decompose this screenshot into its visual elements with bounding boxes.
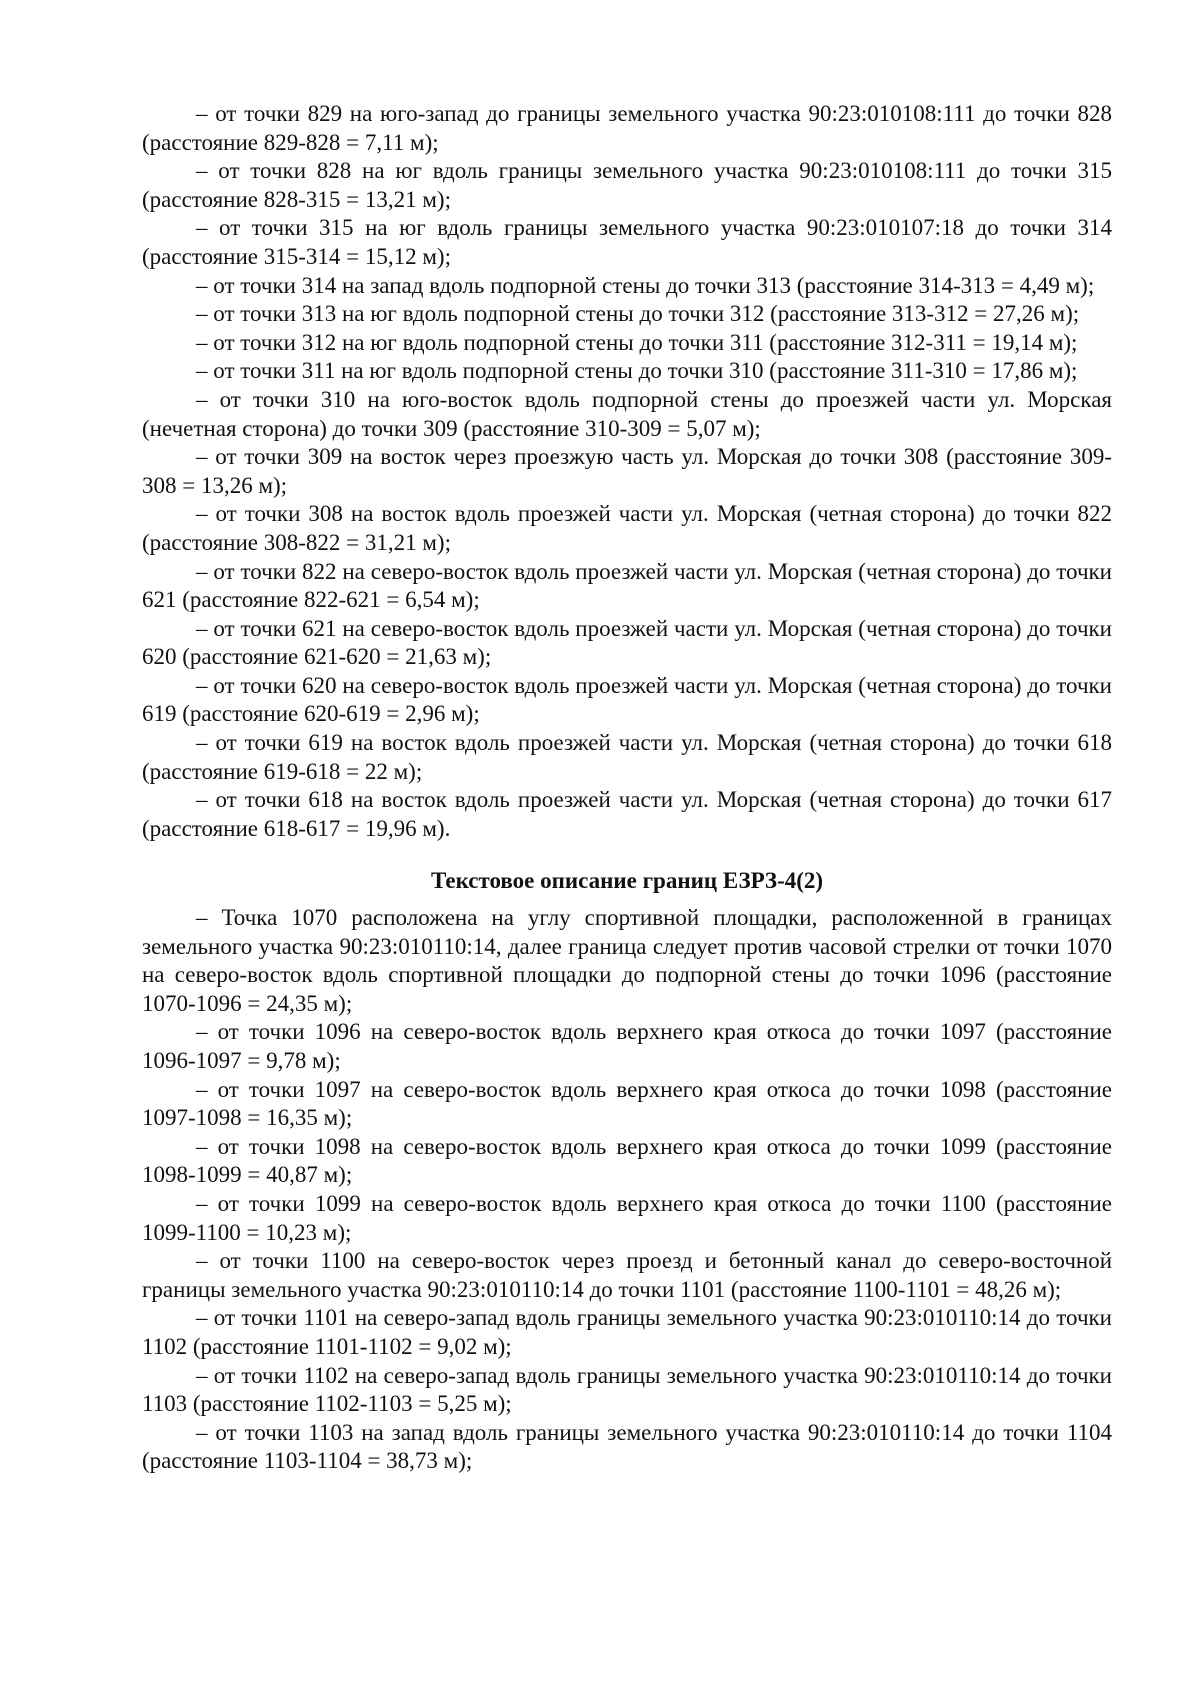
boundary-paragraph: – от точки 1097 на северо-восток вдоль верхнего края откоса до точки 1098 (расстояние 1097-1098 = 16,35 м);	[142, 1076, 1112, 1131]
boundary-paragraph: – от точки 1096 на северо-восток вдоль верхнего края откоса до точки 1097 (расстояние 1096-1097 = 9,78 м);	[142, 1019, 1112, 1073]
boundary-paragraph: – от точки 829 на юго-запад до границы земельного участка 90:23:010108:111 до точки 828 (расстояние 829-828 = 7,11 м);	[142, 101, 1112, 155]
boundary-paragraph: – от точки 308 на восток вдоль проезжей части ул. Морская (четная сторона) до точки 822 (расстояние 308-822 = 31,21 м);	[142, 501, 1112, 555]
boundary-paragraph: – от точки 1099 на северо-восток вдоль верхнего края откоса до точки 1100 (расстояние 1099-1100 = 10,23 м);	[142, 1190, 1112, 1245]
document-page	[142, 100, 1112, 1476]
boundary-paragraph: – от точки 1103 на запад вдоль границы земельного участка 90:23:010110:14 до точки 1104 (расстояние 1103-1104 = 38,73 м);	[142, 1419, 1112, 1474]
boundary-paragraph: – от точки 310 на юго-восток вдоль подпорной стены до проезжей части ул. Морская (нечетная сторона) до точки 309 (расстояние 310-309 = 5,07 м);	[142, 386, 1112, 441]
boundary-paragraph: – от точки 1100 на северо-восток через проезд и бетонный канал до северо-восточной границы земельного участка 90:23:010110:14 до точки 1101 (расстояние 1100-1101 = 48,26 м);	[142, 1248, 1112, 1302]
boundary-paragraph: – от точки 314 на запад вдоль подпорной стены до точки 313 (расстояние 314-313 = 4,49 м);	[196, 272, 1095, 298]
boundary-paragraph: – от точки 315 на юг вдоль границы земельного участка 90:23:010107:18 до точки 314 (расстояние 315-314 = 15,12 м);	[142, 215, 1112, 269]
boundary-paragraph: – от точки 618 на восток вдоль проезжей части ул. Морская (четная сторона) до точки 617 (расстояние 618-617 = 19,96 м).	[142, 787, 1112, 841]
boundary-paragraph: – от точки 311 на юг вдоль подпорной стены до точки 310 (расстояние 311-310 = 17,86 м);	[196, 358, 1078, 384]
boundary-paragraph: – от точки 828 на юг вдоль границы земельного участка 90:23:010108:111 до точки 315 (расстояние 828-315 = 13,21 м);	[142, 158, 1112, 212]
boundary-paragraph: – от точки 619 на восток вдоль проезжей части ул. Морская (четная сторона) до точки 618 (расстояние 619-618 = 22 м);	[142, 730, 1112, 784]
boundary-paragraph: – от точки 1101 на северо-запад вдоль границы земельного участка 90:23:010110:14 до точки 1102 (расстояние 1101-1102 = 9,02 м);	[142, 1305, 1112, 1359]
boundary-paragraph: – Точка 1070 расположена на углу спортивной площадки, расположенной в границах земельного участка 90:23:010110:14, далее граница следует против часовой стрелки от точки 1070 на северо-восток вдоль спортивной площадки до подпорной стены до точки 1096 (расстояние 1070-1096 = 24,35 м);	[142, 905, 1112, 1016]
boundary-paragraph: – от точки 621 на северо-восток вдоль проезжей части ул. Морская (четная сторона) до точки 620 (расстояние 621-620 = 21,63 м);	[142, 615, 1112, 670]
boundary-paragraph: – от точки 1102 на северо-запад вдоль границы земельного участка 90:23:010110:14 до точки 1103 (расстояние 1102-1103 = 5,25 м);	[142, 1362, 1112, 1417]
boundary-paragraph: – от точки 1098 на северо-восток вдоль верхнего края откоса до точки 1099 (расстояние 1098-1099 = 40,87 м);	[142, 1133, 1112, 1188]
boundary-paragraph: – от точки 309 на восток через проезжую часть ул. Морская до точки 308 (расстояние 309-308 = 13,26 м);	[142, 444, 1112, 498]
boundary-paragraph: – от точки 312 на юг вдоль подпорной стены до точки 311 (расстояние 312-311 = 19,14 м);	[196, 329, 1078, 355]
section-title: Текстовое описание границ ЕЗРЗ-4(2)	[430, 868, 824, 894]
boundary-paragraph: – от точки 822 на северо-восток вдоль проезжей части ул. Морская (четная сторона) до точки 621 (расстояние 822-621 = 6,54 м);	[142, 558, 1112, 613]
boundary-paragraph: – от точки 620 на северо-восток вдоль проезжей части ул. Морская (четная сторона) до точки 619 (расстояние 620-619 = 2,96 м);	[142, 672, 1112, 727]
boundary-paragraph: – от точки 313 на юг вдоль подпорной стены до точки 312 (расстояние 313-312 = 27,26 м);	[196, 301, 1080, 327]
